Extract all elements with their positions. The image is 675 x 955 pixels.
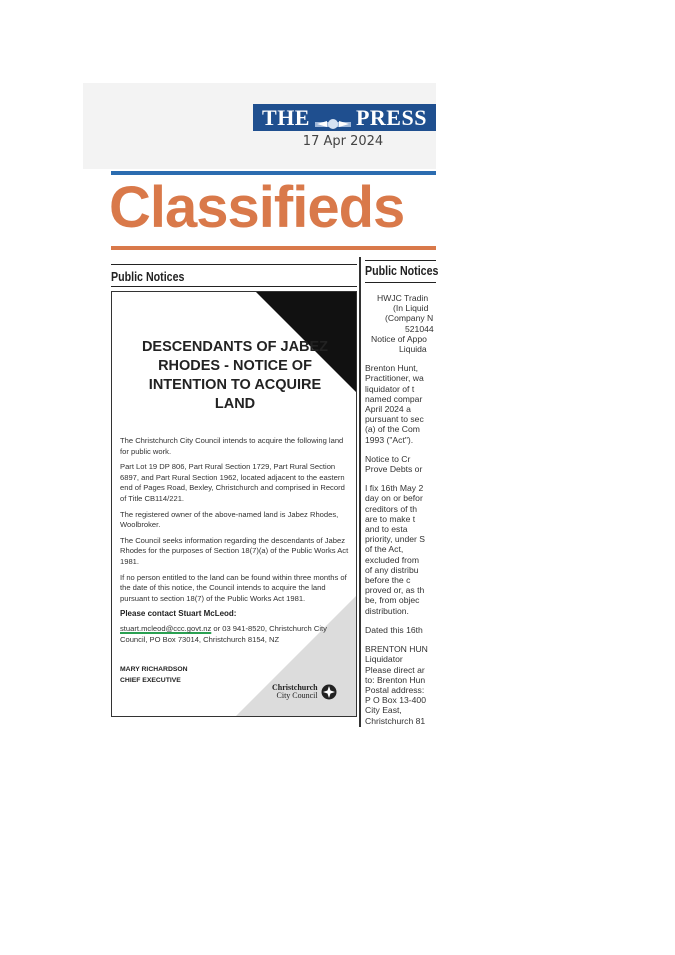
rc-header-line: Notice of Appo <box>371 333 427 344</box>
rc-line: April 2024 a <box>365 404 411 415</box>
rc-line: Practitioner, wa <box>365 373 424 384</box>
column-divider <box>359 257 361 727</box>
rc-line: P O Box 13-400 <box>365 695 426 706</box>
contact-details <box>120 624 350 645</box>
rc-line: before the c <box>365 575 411 586</box>
rc-header-line: Liquida <box>399 344 427 355</box>
rc-line: of any distribu <box>365 564 419 575</box>
right-column-notice <box>365 293 485 735</box>
the-press-masthead <box>253 104 436 131</box>
logo-line-1: Christchurch <box>272 683 318 692</box>
contact-heading: Please contact Stuart McLeod: <box>120 609 237 619</box>
rc-line: distribution. <box>365 605 409 616</box>
masthead-the: THE <box>262 104 310 130</box>
masthead-press: PRESS <box>355 104 427 130</box>
notice-paragraph-5: If no person entitled to the land can be found within three months of the date of this notice, the Council intends to acquire the land pursuant to section 18(7) of the Public Works Act 1981. <box>120 572 347 603</box>
notice-paragraph-1: The Christchurch City Council intends to acquire the following land for public work. <box>120 436 344 456</box>
contact-email-link[interactable]: stuart.mcleod@ccc.govt.nz <box>120 624 212 634</box>
left-section-rule <box>111 264 357 265</box>
rc-line: Dated this 16th <box>365 624 423 635</box>
rc-line: City East, <box>365 705 402 716</box>
rc-header-line: (Company N <box>385 313 434 324</box>
rc-line: BRENTON HUN <box>365 644 428 655</box>
orange-rule <box>111 246 436 250</box>
notice-content <box>120 338 350 686</box>
notice-paragraph-3: The registered owner of the above-named land is Jabez Rhodes, Woolbroker. <box>120 509 339 530</box>
rc-paragraph-5 <box>365 644 485 726</box>
newspaper-clipping <box>83 83 439 726</box>
rc-line: be, from objec <box>365 595 420 606</box>
rc-line: Please direct ar <box>365 664 425 675</box>
rc-paragraph-3 <box>365 483 485 616</box>
signer-name: MARY RICHARDSON <box>120 665 188 673</box>
notice-box <box>111 291 357 717</box>
rc-paragraph-1 <box>365 363 485 445</box>
notice-paragraph-4: The Council seeks information regarding the descendants of Jabez Rhodes for the purposes of Section 18(7)(a) of the Public Works Act 1981. <box>120 535 349 566</box>
rc-header-line: 521044 <box>405 323 434 334</box>
notice-title: DESCENDANTS OF JABEZ RHODES - NOTICE OF INTENTION TO ACQUIRE LAND <box>141 339 329 412</box>
rc-line: Brenton Hunt, <box>365 363 419 374</box>
rc-line: Prove Debts or <box>365 464 423 475</box>
rc-line: Notice to Cr <box>365 453 411 464</box>
rc-header-line: (In Liquid <box>393 303 429 314</box>
signer-title: CHIEF EXECUTIVE <box>120 676 181 684</box>
left-section-head: Public Notices <box>111 269 185 284</box>
rc-line: of the Act, <box>365 544 404 555</box>
rc-header <box>365 293 485 354</box>
publication-date: 17 Apr 2024 <box>302 134 384 149</box>
rc-line: priority, under S <box>365 534 426 545</box>
contact-rest: or 03 941-8520, Christchurch City Council, PO Box 73014, Christchurch 8154, NZ <box>120 624 327 644</box>
rc-line: liquidator of t <box>365 383 415 394</box>
rc-line: Liquidator <box>365 654 403 665</box>
right-section-rule <box>365 260 436 261</box>
rc-line: proved or, as th <box>365 585 425 596</box>
rc-header-line: HWJC Tradin <box>377 293 429 303</box>
rc-line: Postal address: <box>365 684 425 695</box>
rc-line: I fix 16th May 2 <box>365 483 424 494</box>
rc-paragraph-4 <box>365 625 485 635</box>
council-logo <box>272 684 337 700</box>
rc-line: 1993 ("Act"). <box>365 434 414 445</box>
rc-line: pursuant to sec <box>365 414 424 425</box>
rc-line: are to make t <box>365 513 416 524</box>
rc-line: day on or befor <box>365 493 423 504</box>
rc-line: and to esta <box>365 524 408 535</box>
notice-body <box>120 436 350 604</box>
notice-paragraph-2: Part Lot 19 DP 806, Part Rural Section 1729, Part Rural Section 6897, and Part Rural Section 1962, located adjacent to the eastern end of Pages Road, Bexley, Christchurch and comprised in Record of Title CB114/221. <box>120 462 345 503</box>
logo-line-2: City Council <box>276 691 318 700</box>
rc-line: creditors of th <box>365 503 418 514</box>
classifieds-heading: Classifieds <box>109 175 405 240</box>
rc-line: (a) of the Com <box>365 424 420 435</box>
right-section-head: Public Notices <box>365 263 439 278</box>
rc-line: to: Brenton Hun <box>365 674 426 685</box>
left-section-rule-bottom <box>111 286 357 287</box>
rc-paragraph-2 <box>365 454 485 474</box>
right-section-rule-bottom <box>365 282 436 283</box>
council-emblem-icon <box>321 684 337 700</box>
rc-line: Christchurch 81 <box>365 715 426 726</box>
crest-icon <box>313 111 353 125</box>
rc-line: named compar <box>365 393 423 404</box>
rc-line: excluded from <box>365 554 419 565</box>
